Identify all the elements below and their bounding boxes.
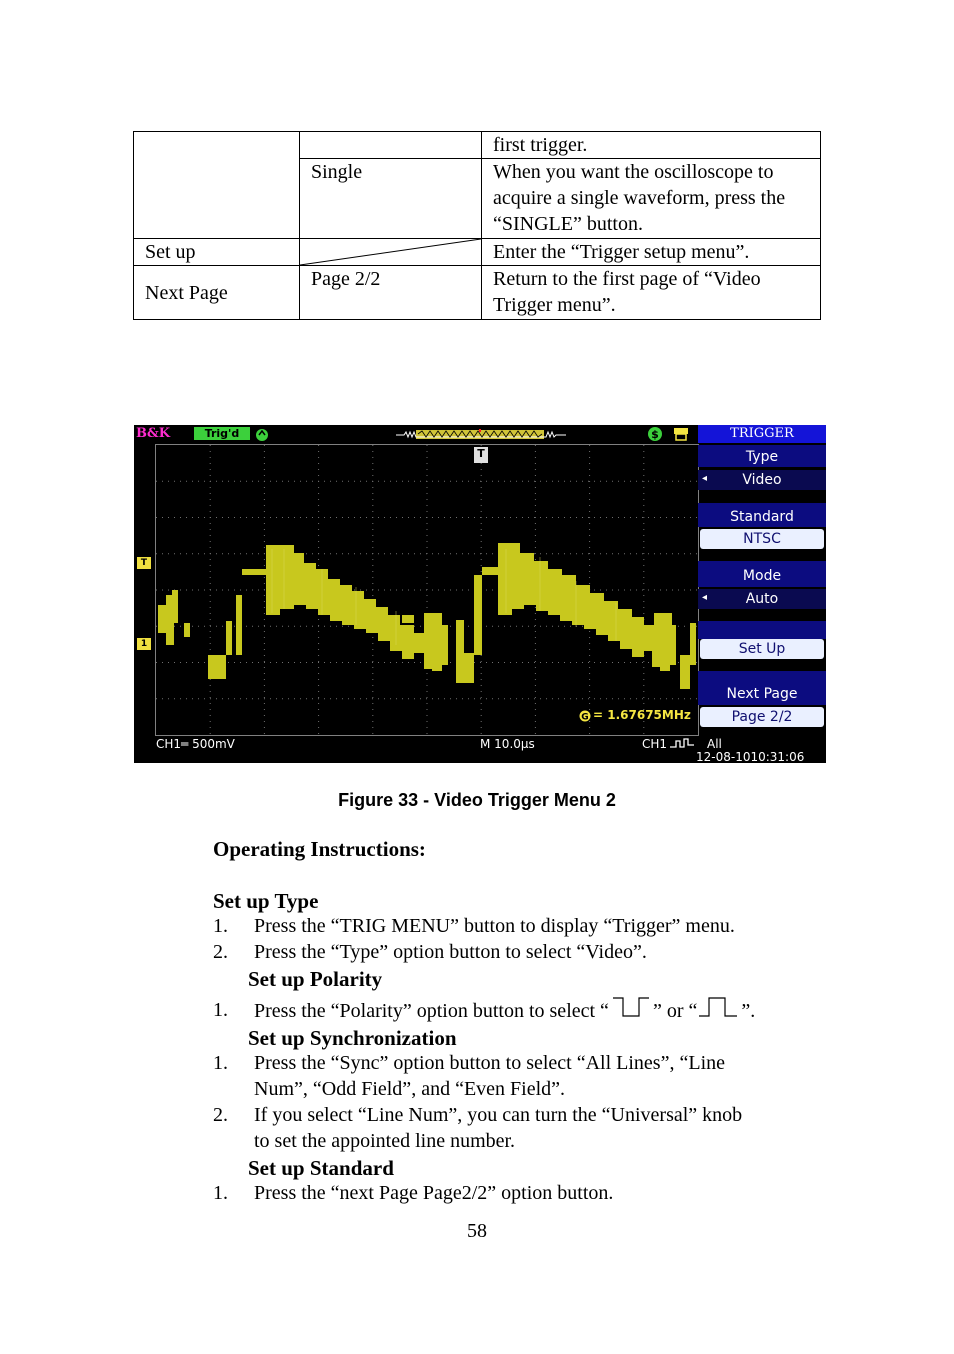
list-item-cont: Num”, “Odd Field”, and “Even Field”.	[254, 1078, 566, 1100]
brand-logo: B&K	[136, 426, 171, 441]
list-number: 1.	[213, 915, 228, 937]
positive-pulse-icon	[697, 997, 741, 1019]
trigger-menu	[696, 425, 826, 763]
section-title: Set up Polarity	[248, 967, 383, 991]
section-title: Set up Synchronization	[248, 1026, 457, 1050]
frequency-counter-icon	[579, 710, 591, 722]
trigger-menu-table	[133, 131, 821, 320]
trigger-lines: All	[707, 737, 722, 751]
printer-icon	[672, 426, 690, 442]
video-waveform	[156, 445, 696, 733]
channel1-marker: 1	[137, 638, 151, 650]
polarity-text-prefix: Press the “Polarity” option button to select “	[254, 1000, 609, 1022]
polarity-text-middle: ” or “	[652, 1000, 698, 1022]
table-cell: Set up	[134, 239, 300, 266]
timebase: M 10.0μs	[480, 737, 535, 751]
table-cell: first trigger.	[482, 132, 821, 159]
polarity-text-suffix: ”.	[741, 1000, 756, 1022]
list-item: Press the “TRIG MENU” button to display “Trigger” menu.	[254, 915, 735, 937]
menu-standard-value[interactable]: NTSC	[700, 529, 824, 549]
trigger-level-marker: T	[137, 557, 151, 569]
memory-timeline-icon	[396, 429, 566, 440]
list-number: 1.	[213, 1182, 228, 1204]
table-cell: Single	[300, 159, 482, 239]
trigger-source: CH1	[642, 737, 668, 751]
figure-caption: Figure 33 - Video Trigger Menu 2	[338, 790, 616, 810]
select-arrow-icon: ◂	[702, 592, 708, 603]
select-arrow-icon: ◂	[702, 473, 708, 484]
table-cell: Enter the “Trigger setup menu”.	[482, 239, 821, 266]
list-number: 1.	[213, 1052, 228, 1074]
menu-mode-value[interactable]: Auto	[698, 589, 826, 609]
frequency-readout: = 1.67675MHz	[593, 708, 691, 722]
table-cell: Page 2/2	[300, 266, 482, 320]
section-title: Set up Standard	[248, 1156, 394, 1180]
section-title: Set up Type	[213, 889, 319, 913]
table-cell	[300, 132, 482, 159]
list-number: 2.	[213, 1104, 228, 1126]
menu-standard-label[interactable]: Standard	[698, 503, 826, 527]
menu-spacer	[698, 621, 826, 639]
trigger-position-marker: T	[474, 447, 488, 463]
menu-nextpage-label[interactable]: Next Page	[698, 671, 826, 705]
svg-text:$: $	[651, 428, 659, 441]
table-cell: When you want the oscilloscope to acquire a single waveform, press the “SINGLE” button.	[482, 159, 821, 239]
menu-setup-button[interactable]: Set Up	[700, 639, 824, 659]
menu-type-value[interactable]: Video	[698, 470, 826, 490]
table-row	[134, 132, 821, 159]
list-item: If you select “Line Num”, you can turn the “Universal” knob	[254, 1104, 743, 1126]
trigger-status-badge: Trig'd	[194, 427, 250, 440]
trigger-lock-icon	[254, 426, 270, 442]
table-row	[134, 239, 821, 266]
oscilloscope-screen	[134, 425, 826, 763]
usb-icon	[646, 426, 664, 442]
list-item	[254, 997, 755, 1024]
table-cell: Return to the first page of “Video Trigger menu”.	[482, 266, 821, 320]
menu-type-label[interactable]: Type	[698, 445, 826, 467]
diagonal-line	[300, 239, 481, 265]
list-item: Press the “Sync” option button to select “All Lines”, “Line	[254, 1052, 725, 1074]
negative-pulse-icon	[609, 997, 653, 1019]
list-item-cont: to set the appointed line number.	[254, 1130, 516, 1152]
table-row	[134, 266, 821, 320]
svg-text:G: G	[581, 712, 589, 722]
list-number: 1.	[213, 999, 228, 1021]
table-cell-diagonal	[300, 239, 482, 266]
ch1-scale: CH1═ 500mV	[156, 737, 235, 751]
instructions-heading: Operating Instructions:	[213, 837, 426, 861]
list-number: 2.	[213, 941, 228, 963]
menu-title: TRIGGER	[698, 425, 826, 443]
menu-nextpage-value[interactable]: Page 2/2	[700, 707, 824, 727]
menu-mode-label[interactable]: Mode	[698, 561, 826, 587]
list-item: Press the “next Page Page2/2” option button.	[254, 1182, 614, 1204]
date-time: 12-08-1010:31:06	[696, 750, 805, 763]
list-item: Press the “Type” option button to select “Video”.	[254, 941, 647, 963]
table-cell	[134, 132, 300, 239]
video-trigger-icon	[670, 737, 694, 750]
table-cell: Next Page	[134, 266, 300, 320]
page-number: 58	[467, 1220, 487, 1242]
